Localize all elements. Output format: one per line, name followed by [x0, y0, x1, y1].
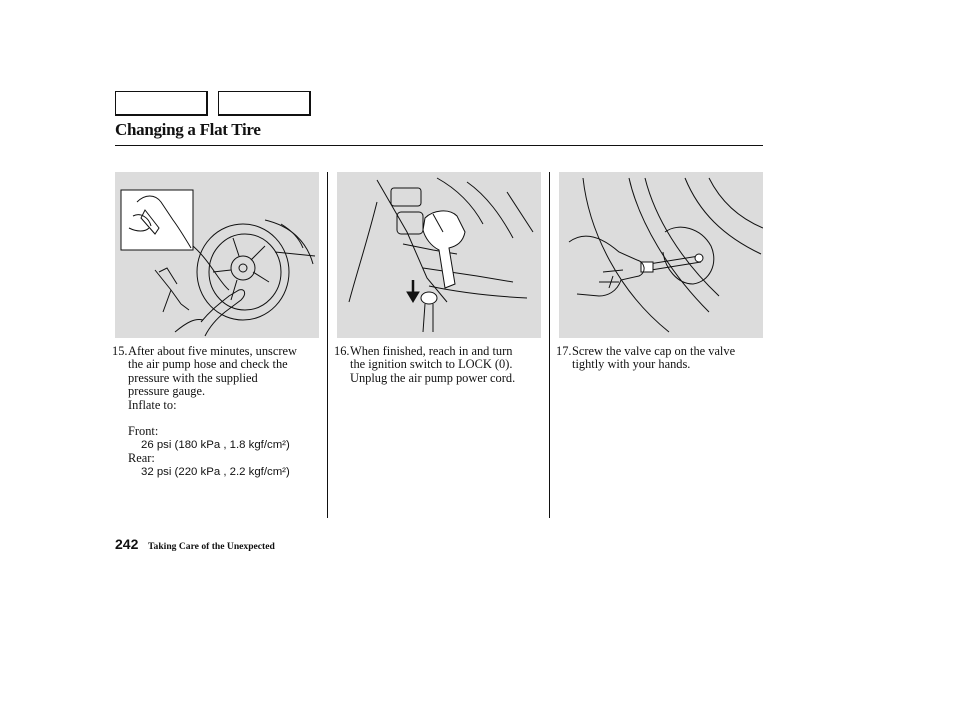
step-number: 16.: [334, 344, 350, 358]
step-line: When finished, reach in and turn: [350, 344, 513, 358]
tire-pressure-drawing: [115, 172, 319, 338]
step-line: the ignition switch to LOCK (0).: [350, 357, 513, 372]
valve-cap-illustration: [559, 172, 763, 338]
step-line: Unplug the air pump power cord.: [350, 370, 516, 385]
valve-cap-drawing: [559, 172, 763, 338]
section-name: Taking Care of the Unexpected: [148, 541, 275, 552]
tire-pressure-illustration: [115, 172, 319, 338]
column-divider: [327, 172, 328, 518]
nav-previous-button[interactable]: [115, 91, 208, 116]
front-label: Front:: [128, 424, 159, 439]
step-line: Inflate to:: [128, 397, 177, 412]
front-pressure-value: 26 psi (180 kPa , 1.8 kgf/cm²): [141, 438, 290, 451]
ignition-switch-drawing: [337, 172, 541, 338]
step-text: [572, 345, 735, 372]
page-title: Changing a Flat Tire: [115, 120, 261, 139]
step-number: 17.: [556, 344, 572, 358]
rear-pressure-value: 32 psi (220 kPa , 2.2 kgf/cm²): [141, 465, 290, 478]
rear-label: Rear:: [128, 451, 155, 466]
step-text: [350, 345, 515, 385]
step-line: pressure gauge.: [128, 384, 206, 399]
column-divider: [549, 172, 550, 518]
step-line: After about five minutes, unscrew: [128, 344, 297, 358]
page-number: 242: [115, 536, 139, 552]
step-line: the air pump hose and check the: [128, 357, 288, 372]
ignition-switch-illustration: [337, 172, 541, 338]
title-divider: [115, 145, 763, 146]
step-number: 15.: [112, 344, 128, 358]
step-line: pressure with the supplied: [128, 370, 258, 385]
step-text: [128, 345, 297, 479]
step-line: tightly with your hands.: [572, 357, 691, 372]
nav-next-button[interactable]: [218, 91, 311, 116]
step-line: Screw the valve cap on the valve: [572, 344, 736, 358]
